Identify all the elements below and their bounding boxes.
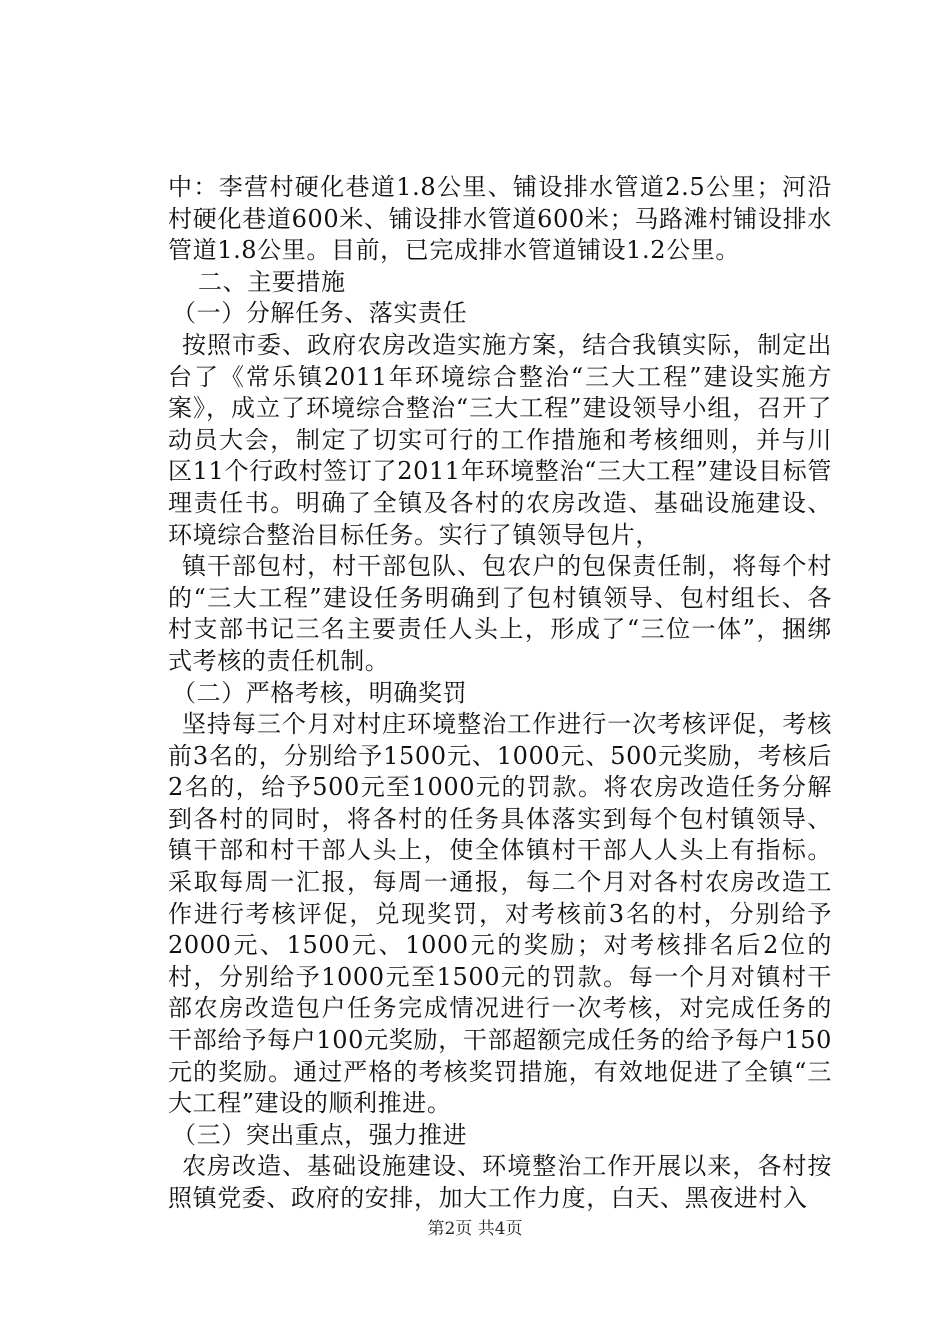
paragraph-4: 农房改造、基础设施建设、环境整治工作开展以来，各村按照镇党委、政府的安排，加大工作力度，白天、黑夜进村入 bbox=[168, 1152, 832, 1212]
subsection-heading-1: （一）分解任务、落实责任 bbox=[172, 299, 468, 328]
page-number: 第2页 共4页 bbox=[427, 1219, 523, 1239]
subsection-heading-2: （二）严格考核，明确奖罚 bbox=[172, 678, 468, 707]
section-heading: 二、主要措施 bbox=[198, 267, 346, 296]
document-body bbox=[168, 172, 832, 1215]
subsection-heading-3: （三）突出重点，强力推进 bbox=[172, 1120, 468, 1149]
page-footer bbox=[0, 1218, 950, 1240]
paragraph-3: 坚持每三个月对村庄环境整治工作进行一次考核评促，考核前3名的，分别给予1500元、1000元、500元奖励，考核后2名的，给予500元至1000元的罚款。将农房改造任务分解到各村的同时，将各村的任务具体落实到每个包村镇领导、镇干部和村干部人头上，使全体镇村干部人人头上有指标。采取每周一汇报，每周一通报，每二个月对各村农房改造工作进行考核评促，兑现奖罚，对考核前3名的村，分别给予2000元、1500元、1000元的奖励；对考核排名后2位的村，分别给予1000元至1500元的罚款。每一个月对镇村干部农房改造包户任务完成情况进行一次考核，对完成任务的干部给予每户100元奖励，干部超额完成任务的给予每户150元的奖励。通过严格的考核奖罚措施，有效地促进了全镇“三大工程”建设的顺利推进。 bbox=[168, 710, 832, 1118]
paragraph-2: 镇干部包村，村干部包队、包农户的包保责任制，将每个村的“三大工程”建设任务明确到了包村镇领导、包村组长、各村支部书记三名主要责任人头上，形成了“三位一体”，捆绑式考核的责任机制。 bbox=[168, 552, 832, 675]
paragraph-1: 按照市委、政府农房改造实施方案，结合我镇实际，制定出台了《常乐镇2011年环境综合整治“三大工程”建设实施方案》，成立了环境综合整治“三大工程”建设领导小组，召开了动员大会，制定了切实可行的工作措施和考核细则，并与川区11个行政村签订了2011年环境整治“三大工程”建设目标管理责任书。明确了全镇及各村的农房改造、基础设施建设、环境综合整治目标任务。实行了镇领导包片， bbox=[168, 330, 832, 549]
paragraph-continuation: 中：李营村硬化巷道1.8公里、铺设排水管道2.5公里；河沿村硬化巷道600米、铺设排水管道600米；马路滩村铺设排水管道1.8公里。目前，已完成排水管道铺设1.2公里。 bbox=[168, 173, 832, 265]
